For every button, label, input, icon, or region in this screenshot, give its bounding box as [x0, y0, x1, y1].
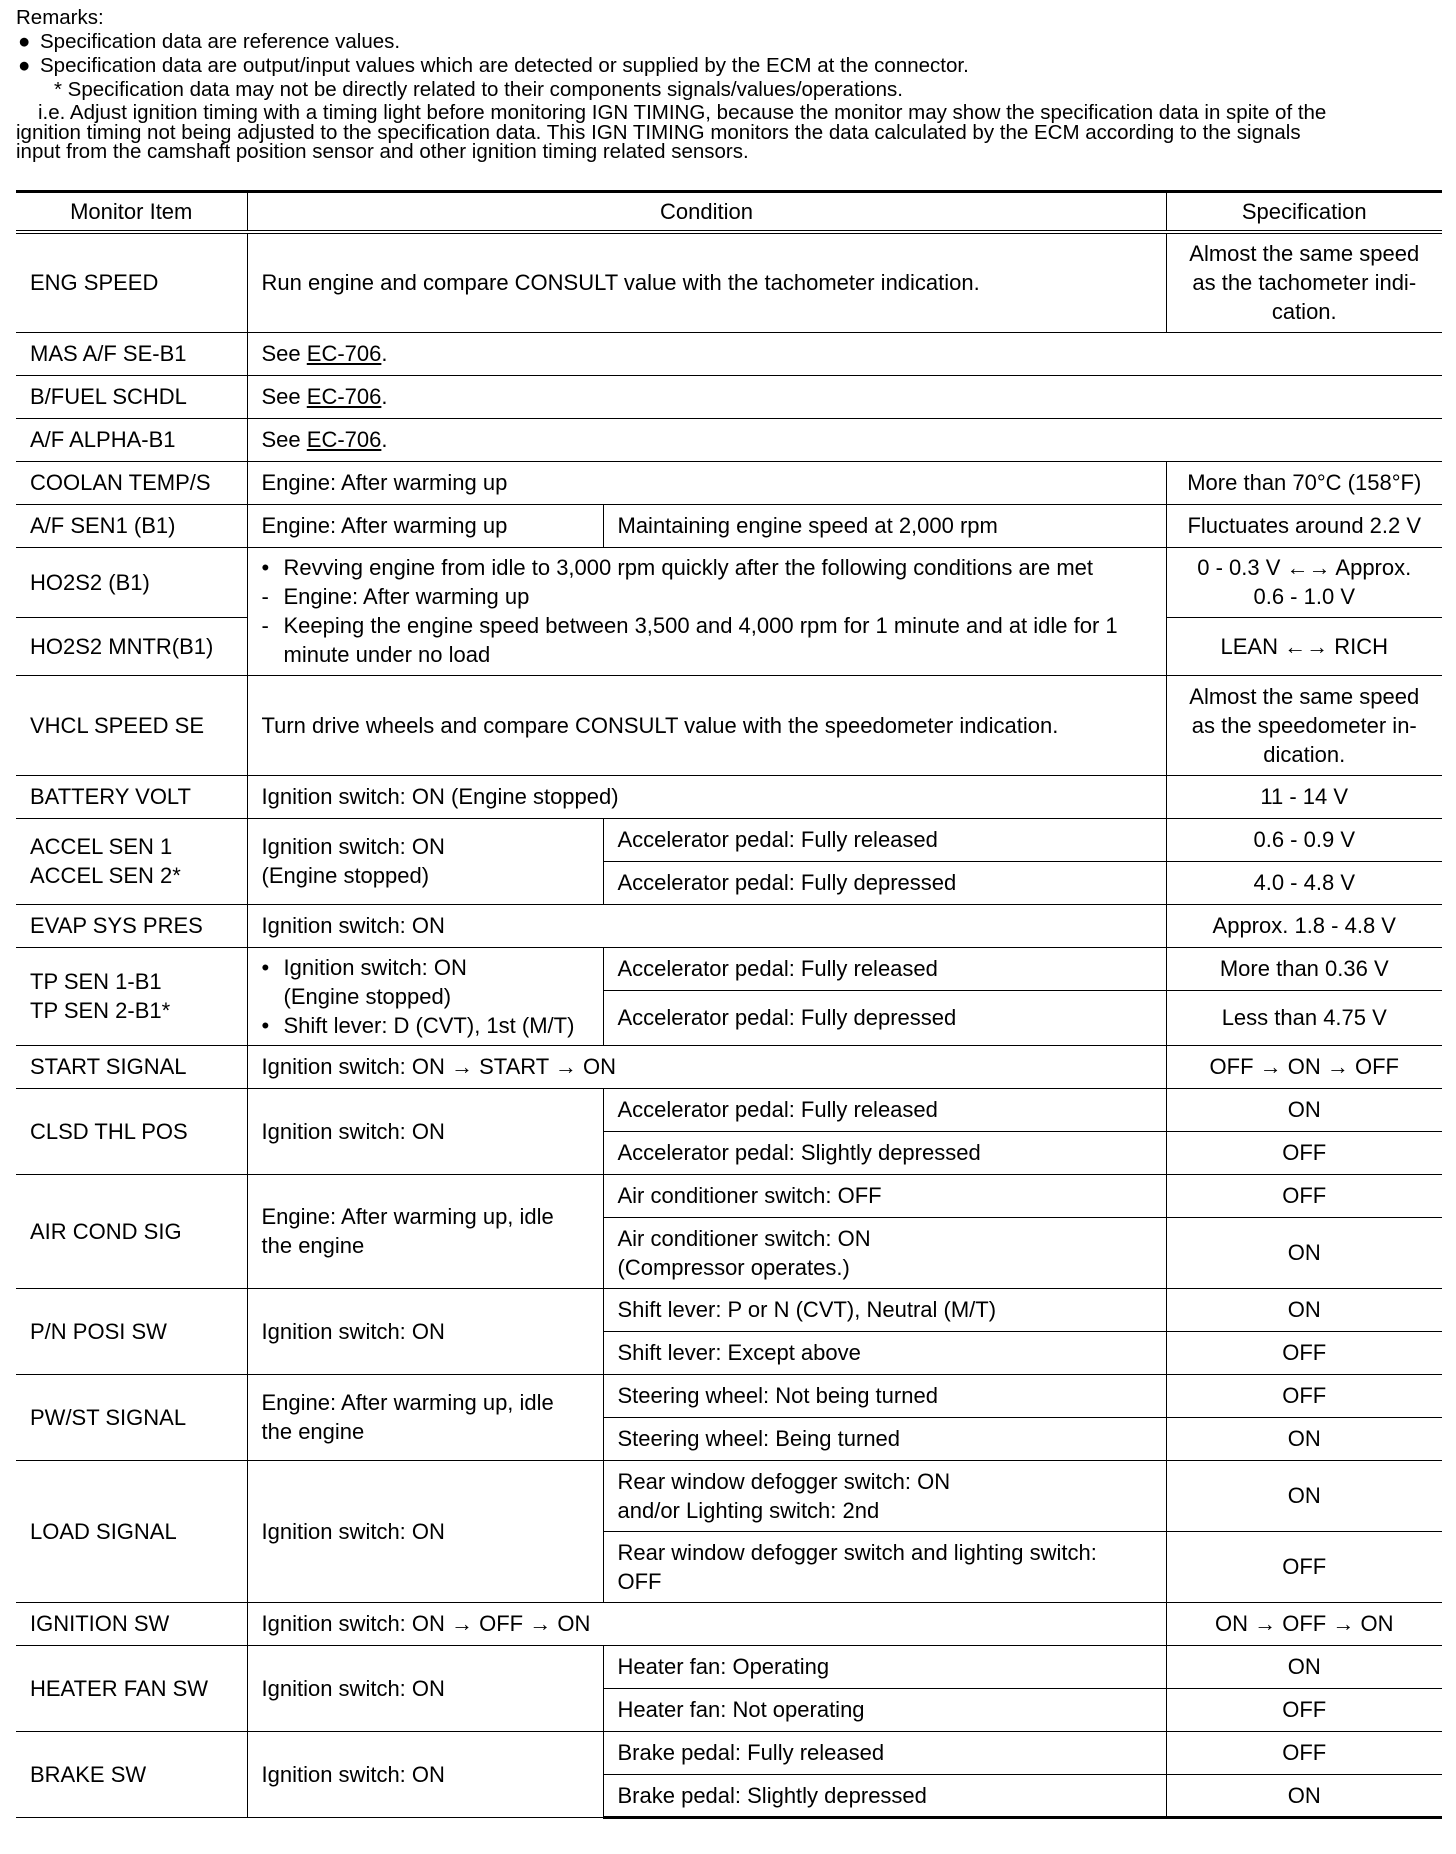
list-item: • Revving engine from idle to 3,000 rpm quickly after the following conditions are met	[261, 555, 1094, 580]
sub-condition-cell: Rear window defogger switch: ON and/or Lighting switch: 2nd	[603, 1460, 1166, 1531]
table-row	[16, 461, 1442, 504]
monitor-item: ACCEL SEN 1 ACCEL SEN 2*	[16, 818, 247, 904]
monitor-item: IGNITION SW	[16, 1602, 247, 1645]
specification-table	[16, 190, 1442, 1819]
spec-cell: Almost the same speed as the speedometer in- dication.	[1166, 675, 1442, 775]
table-row	[16, 1602, 1442, 1645]
monitor-item: LOAD SIGNAL	[16, 1460, 247, 1602]
monitor-item: AIR COND SIG	[16, 1174, 247, 1288]
sub-condition-cell: Air conditioner switch: OFF	[603, 1174, 1166, 1217]
bullet-icon: ●	[18, 54, 31, 77]
condition-cell	[247, 947, 603, 1045]
table-row	[16, 818, 1442, 861]
spec-cell: ON	[1166, 1288, 1442, 1331]
monitor-item: COOLAN TEMP/S	[16, 461, 247, 504]
sub-condition-cell: Maintaining engine speed at 2,000 rpm	[603, 504, 1166, 547]
remarks-section	[16, 6, 1446, 161]
sub-condition-cell: Air conditioner switch: ON (Compressor operates.)	[603, 1217, 1166, 1288]
spec-cell: More than 0.36 V	[1166, 947, 1442, 990]
table-row	[16, 1374, 1442, 1417]
condition-list	[262, 553, 1152, 669]
spec-cell: OFF	[1166, 1131, 1442, 1174]
condition-cell: Ignition switch: ON → START → ON	[247, 1045, 1166, 1088]
table-row	[16, 332, 1442, 375]
header-monitor-item: Monitor Item	[16, 192, 247, 233]
table-row	[16, 418, 1442, 461]
monitor-item: HO2S2 MNTR(B1)	[16, 617, 247, 675]
sub-condition-cell: Brake pedal: Fully released	[603, 1731, 1166, 1774]
monitor-item: EVAP SYS PRES	[16, 904, 247, 947]
monitor-item: BATTERY VOLT	[16, 775, 247, 818]
header-specification: Specification	[1166, 192, 1442, 233]
table-row	[16, 675, 1442, 775]
condition-cell: Ignition switch: ON	[247, 1460, 603, 1602]
monitor-item: PW/ST SIGNAL	[16, 1374, 247, 1460]
sub-condition-cell: Accelerator pedal: Fully released	[603, 947, 1166, 990]
condition-cell: Ignition switch: ON → OFF → ON	[247, 1602, 1166, 1645]
table-header-row	[16, 192, 1442, 233]
table-row	[16, 1645, 1442, 1688]
monitor-item: HEATER FAN SW	[16, 1645, 247, 1731]
spec-cell: Less than 4.75 V	[1166, 990, 1442, 1045]
condition-cell: Engine: After warming up, idle the engine	[247, 1374, 603, 1460]
sub-condition-cell: Heater fan: Not operating	[603, 1688, 1166, 1731]
condition-cell: Ignition switch: ON	[247, 904, 1166, 947]
monitor-item: A/F ALPHA-B1	[16, 418, 247, 461]
monitor-item: TP SEN 1-B1 TP SEN 2-B1*	[16, 947, 247, 1045]
table-row	[16, 1174, 1442, 1217]
spec-cell: ON	[1166, 1217, 1442, 1288]
sub-condition-cell: Heater fan: Operating	[603, 1645, 1166, 1688]
spec-cell: ON	[1166, 1645, 1442, 1688]
spec-cell: ON	[1166, 1460, 1442, 1531]
monitor-item: HO2S2 (B1)	[16, 547, 247, 617]
table-row	[16, 1088, 1442, 1131]
sub-condition-cell: Accelerator pedal: Fully released	[603, 1088, 1166, 1131]
spec-cell: 0.6 - 0.9 V	[1166, 818, 1442, 861]
condition-cell	[247, 547, 1166, 675]
sub-condition-cell: Brake pedal: Slightly depressed	[603, 1774, 1166, 1817]
remarks-bullet: ● Specification data are reference values.	[18, 30, 401, 53]
spec-cell: OFF	[1166, 1374, 1442, 1417]
table-row	[16, 1045, 1442, 1088]
condition-cell: See EC-706.	[247, 375, 1442, 418]
table-row	[16, 375, 1442, 418]
spec-cell: 4.0 - 4.8 V	[1166, 861, 1442, 904]
list-item: • Ignition switch: ON (Engine stopped)	[261, 954, 467, 1009]
monitor-item: START SIGNAL	[16, 1045, 247, 1088]
remarks-note: * Specification data may not be directly related to their components signals/values/operations.	[54, 78, 903, 101]
remarks-ie-line: input from the camshaft position sensor and other ignition timing related sensors.	[16, 140, 749, 163]
spec-cell: LEAN ←→ RICH	[1166, 617, 1442, 675]
list-item: - Keeping the engine speed between 3,500 and 4,000 rpm for 1 minute and at idle for 1 minute under no load	[261, 613, 1118, 667]
reference-link[interactable]: EC-706	[306, 427, 382, 452]
remarks-ie-line: ignition timing not being adjusted to the specification data. This IGN TIMING monitors the data calculated by the ECM according to the signals	[16, 121, 1301, 144]
spec-cell: ON	[1166, 1774, 1442, 1817]
condition-list	[262, 953, 589, 1040]
sub-condition-cell: Shift lever: Except above	[603, 1331, 1166, 1374]
monitor-item: BRAKE SW	[16, 1731, 247, 1817]
sub-condition-cell: Shift lever: P or N (CVT), Neutral (M/T)	[603, 1288, 1166, 1331]
remarks-ie-line: i.e. Adjust ignition timing with a timing light before monitoring IGN TIMING, because the monitor may show the specification data in spite of the	[38, 101, 1327, 124]
table-row	[16, 904, 1442, 947]
spec-cell: OFF	[1166, 1531, 1442, 1602]
monitor-item: CLSD THL POS	[16, 1088, 247, 1174]
monitor-item: ENG SPEED	[16, 232, 247, 332]
spec-cell: OFF	[1166, 1688, 1442, 1731]
spec-cell: Approx. 1.8 - 4.8 V	[1166, 904, 1442, 947]
condition-cell: Ignition switch: ON	[247, 1088, 603, 1174]
header-condition: Condition	[247, 192, 1166, 233]
sub-condition-cell: Accelerator pedal: Slightly depressed	[603, 1131, 1166, 1174]
condition-cell: Ignition switch: ON	[247, 1731, 603, 1817]
spec-cell: OFF → ON → OFF	[1166, 1045, 1442, 1088]
spec-cell: ON → OFF → ON	[1166, 1602, 1442, 1645]
table-row	[16, 504, 1442, 547]
spec-cell: Fluctuates around 2.2 V	[1166, 504, 1442, 547]
monitor-item: P/N POSI SW	[16, 1288, 247, 1374]
condition-cell: See EC-706.	[247, 332, 1442, 375]
sub-condition-cell: Accelerator pedal: Fully depressed	[603, 861, 1166, 904]
condition-cell: See EC-706.	[247, 418, 1442, 461]
reference-link[interactable]: EC-706	[306, 384, 382, 409]
list-item: • Shift lever: D (CVT), 1st (M/T)	[261, 1012, 575, 1038]
condition-cell: Ignition switch: ON	[247, 1645, 603, 1731]
condition-cell: Ignition switch: ON (Engine stopped)	[247, 775, 1166, 818]
table-row	[16, 1460, 1442, 1531]
condition-cell: Engine: After warming up	[247, 504, 603, 547]
bullet-icon: ●	[18, 30, 31, 53]
sub-condition-cell: Steering wheel: Being turned	[603, 1417, 1166, 1460]
sub-condition-cell: Steering wheel: Not being turned	[603, 1374, 1166, 1417]
condition-cell: Turn drive wheels and compare CONSULT value with the speedometer indication.	[247, 675, 1166, 775]
sub-condition-cell: Rear window defogger switch and lighting switch: OFF	[603, 1531, 1166, 1602]
spec-cell: OFF	[1166, 1731, 1442, 1774]
spec-cell: More than 70°C (158°F)	[1166, 461, 1442, 504]
spec-cell: OFF	[1166, 1174, 1442, 1217]
monitor-item: B/FUEL SCHDL	[16, 375, 247, 418]
condition-cell: Ignition switch: ON (Engine stopped)	[247, 818, 603, 904]
spec-cell: OFF	[1166, 1331, 1442, 1374]
remarks-heading: Remarks:	[16, 6, 104, 29]
remarks-bullet: ● Specification data are output/input values which are detected or supplied by the ECM at the connector.	[18, 54, 969, 77]
monitor-item: A/F SEN1 (B1)	[16, 504, 247, 547]
list-item: - Engine: After warming up	[261, 584, 530, 609]
monitor-item: VHCL SPEED SE	[16, 675, 247, 775]
spec-cell: ON	[1166, 1417, 1442, 1460]
table-row	[16, 232, 1442, 332]
table-row	[16, 1731, 1442, 1774]
sub-condition-cell: Accelerator pedal: Fully depressed	[603, 990, 1166, 1045]
table-row	[16, 547, 1442, 617]
spec-cell: Almost the same speed as the tachometer indi- cation.	[1166, 232, 1442, 332]
sub-condition-cell: Accelerator pedal: Fully released	[603, 818, 1166, 861]
table-row	[16, 775, 1442, 818]
monitor-item: MAS A/F SE-B1	[16, 332, 247, 375]
spec-cell: 11 - 14 V	[1166, 775, 1442, 818]
table-row	[16, 947, 1442, 990]
table-row	[16, 1288, 1442, 1331]
condition-cell: Engine: After warming up, idle the engine	[247, 1174, 603, 1288]
condition-cell: Run engine and compare CONSULT value with the tachometer indication.	[247, 232, 1166, 332]
condition-cell: Ignition switch: ON	[247, 1288, 603, 1374]
spec-cell: 0 - 0.3 V ←→ Approx. 0.6 - 1.0 V	[1166, 547, 1442, 617]
spec-cell: ON	[1166, 1088, 1442, 1131]
reference-link[interactable]: EC-706	[306, 341, 382, 366]
condition-cell: Engine: After warming up	[247, 461, 1166, 504]
